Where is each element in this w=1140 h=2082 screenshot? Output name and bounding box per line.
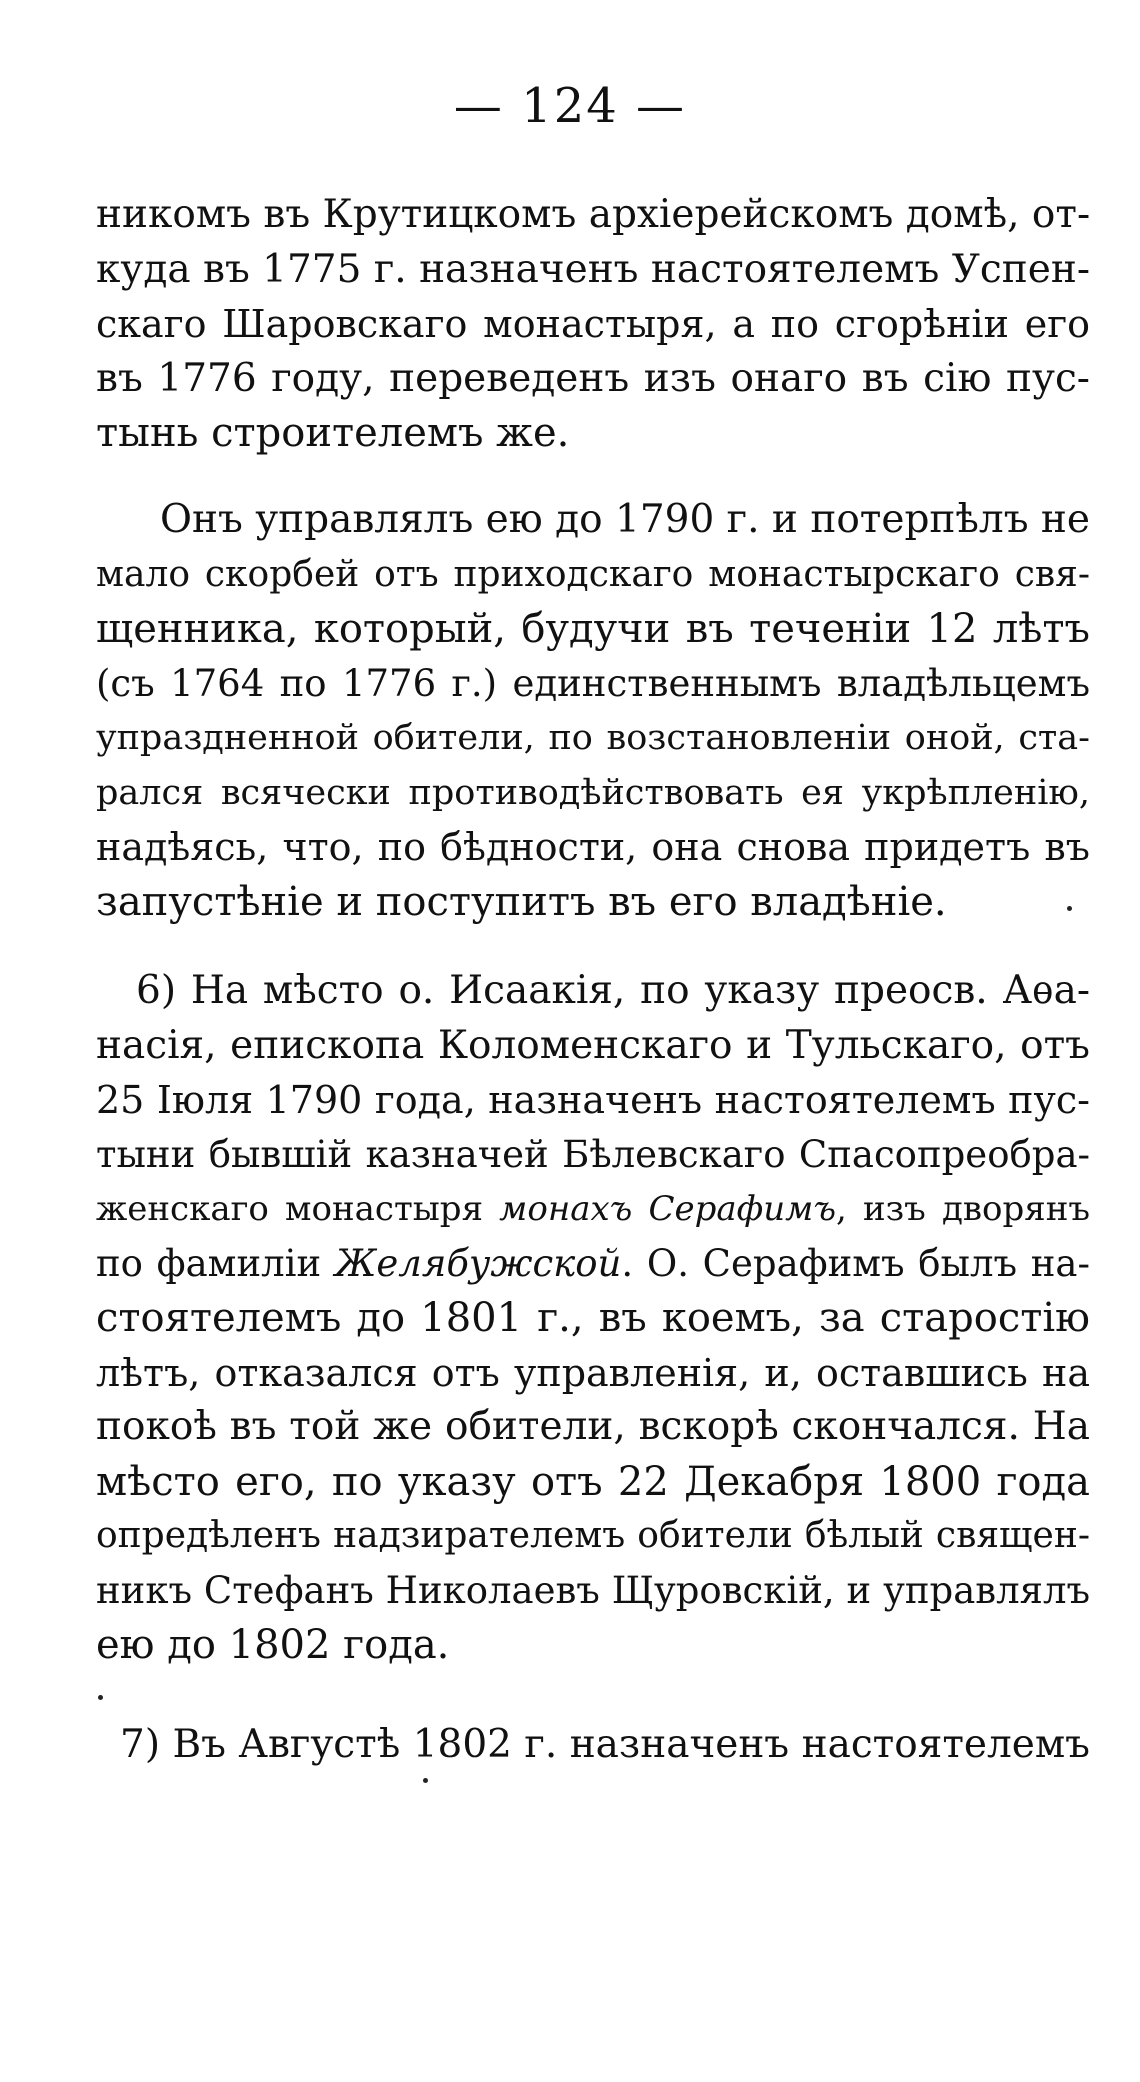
print-speck [1067,906,1072,911]
italic-name: Желябужской [334,1242,622,1285]
text-line: (съ 1764 по 1776 г.) единственнымъ владѣльцемъ [96,662,1090,705]
print-speck [423,1778,428,1783]
text-line: скаго Шаровскаго монастыря, а по сгорѣніи его [96,302,1090,346]
text-line: стоятелемъ до 1801 г., въ коемъ, за старостію [96,1295,1090,1341]
text-line: тыни бывшій казначей Бѣлевскаго Спасопреобра- [96,1133,1090,1176]
text-line: 6) На мѣсто о. Исаакія, по указу преосв. Аѳа- [136,968,1090,1013]
text-line: упраздненной обители, по возстановленіи оной, ста- [96,718,1090,758]
text-line: 7) Въ Августѣ 1802 г. назначенъ настоятелемъ [120,1722,1090,1767]
text-line: лѣтъ, отказался отъ управленія, и, оставшись на [96,1351,1090,1395]
text-line: по фамиліи Желябужской. О. Серафимъ былъ на- [96,1242,1090,1285]
text-line: куда въ 1775 г. назначенъ настоятелемъ Успен- [96,247,1090,292]
italic-name: монахъ Серафимъ [499,1189,837,1229]
text-line: никомъ въ Крутицкомъ архіерейскомъ домѣ, от- [96,192,1091,237]
print-speck [98,1695,103,1700]
text-line: надѣясь, что, по бѣдности, она снова придетъ въ [96,825,1090,869]
text-line: ею до 1802 года. [96,1622,450,1668]
text-line: мѣсто его, по указу отъ 22 Декабря 1800 года [96,1459,1090,1505]
page-number-header: — 124 — [453,78,687,134]
text-line: тынь строителемъ же. [96,410,570,456]
text-line: никъ Стефанъ Николаевъ Щуровскій, и управлялъ [96,1569,1090,1612]
text-line: покоѣ въ той же обители, вскорѣ скончался. На [96,1404,1090,1449]
text-line: мало скорбей отъ приходскаго монастырскаго свя- [96,554,1090,595]
text-line: рался всячески противодѣйствовать ея укрѣпленію, [96,773,1090,813]
text-line: запустѣніе и поступитъ въ его владѣніе. [96,879,947,925]
text-line: щенника, который, будучи въ теченіи 12 лѣтъ [96,606,1090,652]
text-line: женскаго монастыря монахъ Серафимъ, изъ дворянъ [96,1189,1091,1229]
text-line: 25 Іюля 1790 года, назначенъ настоятелемъ пус- [96,1078,1090,1122]
text-line: опредѣленъ надзирателемъ обители бѣлый священ- [96,1515,1090,1556]
text-line: Онъ управлялъ ею до 1790 г. и потерпѣлъ не [160,497,1090,542]
text-line: въ 1776 году, переведенъ изъ онаго въ сію пус- [96,356,1090,401]
text-line: насія, епископа Коломенскаго и Тульскаго, отъ [96,1023,1090,1068]
